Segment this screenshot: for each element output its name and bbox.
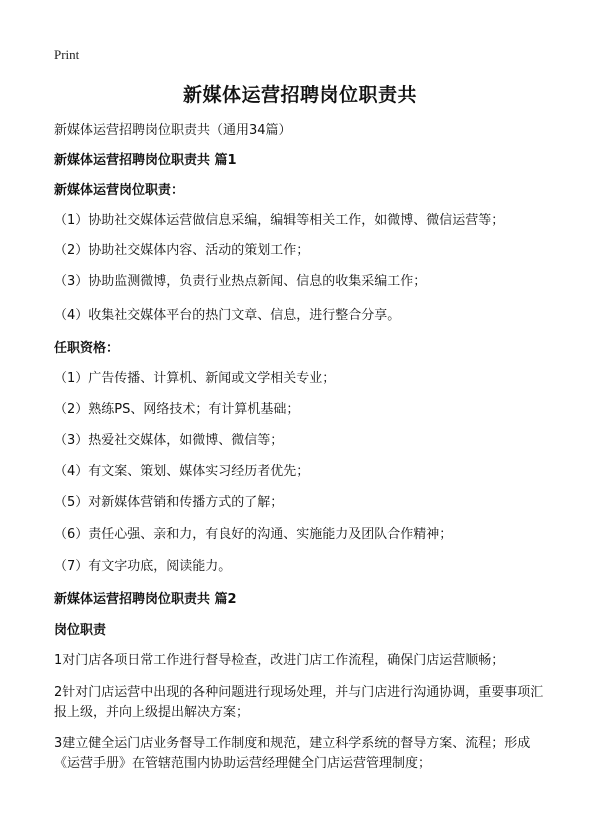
print-label[interactable]: Print <box>54 47 80 62</box>
qualification-item: （5）对新媒体营销和传播方式的了解； <box>54 495 284 510</box>
qualification-item: （1）广告传播、计算机、新闻或文学相关专业； <box>54 371 336 386</box>
section-1-heading: 新媒体运营招聘岗位职责共 篇1 <box>54 153 237 168</box>
document-subtitle: 新媒体运营招聘岗位职责共（通用34篇） <box>54 123 292 138</box>
duty-item: （3）协助监测微博，负责行业热点新闻、信息的收集采编工作； <box>54 274 427 289</box>
duty-item: （4）收集社交媒体平台的热门文章、信息，进行整合分享。 <box>54 308 401 323</box>
duty-item: （2）协助社交媒体内容、活动的策划工作； <box>54 243 310 258</box>
responsibility-item: 1对门店各项日常工作进行督导检查，改进门店工作流程，确保门店运营顺畅； <box>54 653 505 668</box>
qualification-item: （2）熟练PS、网络技术；有计算机基础； <box>54 402 300 417</box>
section-2-heading: 新媒体运营招聘岗位职责共 篇2 <box>54 592 237 607</box>
responsibility-item: 3建立健全运门店业务督导工作制度和规范，建立科学系统的督导方案、流程；形成《运营手册》在管辖范围内协助运营经理健全门店运营管理制度； <box>54 736 531 771</box>
duties-heading: 新媒体运营岗位职责： <box>54 183 185 198</box>
qualifications-heading: 任职资格： <box>54 341 120 356</box>
document-title: 新媒体运营招聘岗位职责共 <box>182 84 417 106</box>
qualification-item: （4）有文案、策划、媒体实习经历者优先； <box>54 464 310 479</box>
responsibility-item: 2针对门店运营中出现的各种问题进行现场处理，并与门店进行沟通协调，重要事项汇报上级，并向上级提出解决方案； <box>54 685 544 720</box>
duty-item: （1）协助社交媒体运营做信息采编，编辑等相关工作，如微博、微信运营等； <box>54 213 505 228</box>
qualification-item: （6）责任心强、亲和力，有良好的沟通、实施能力及团队合作精神； <box>54 527 453 542</box>
section-2-duties-heading: 岗位职责 <box>54 623 107 638</box>
qualification-item: （3）热爱社交媒体，如微博、微信等； <box>54 433 284 448</box>
qualification-item: （7）有文字功底，阅读能力。 <box>54 559 232 574</box>
